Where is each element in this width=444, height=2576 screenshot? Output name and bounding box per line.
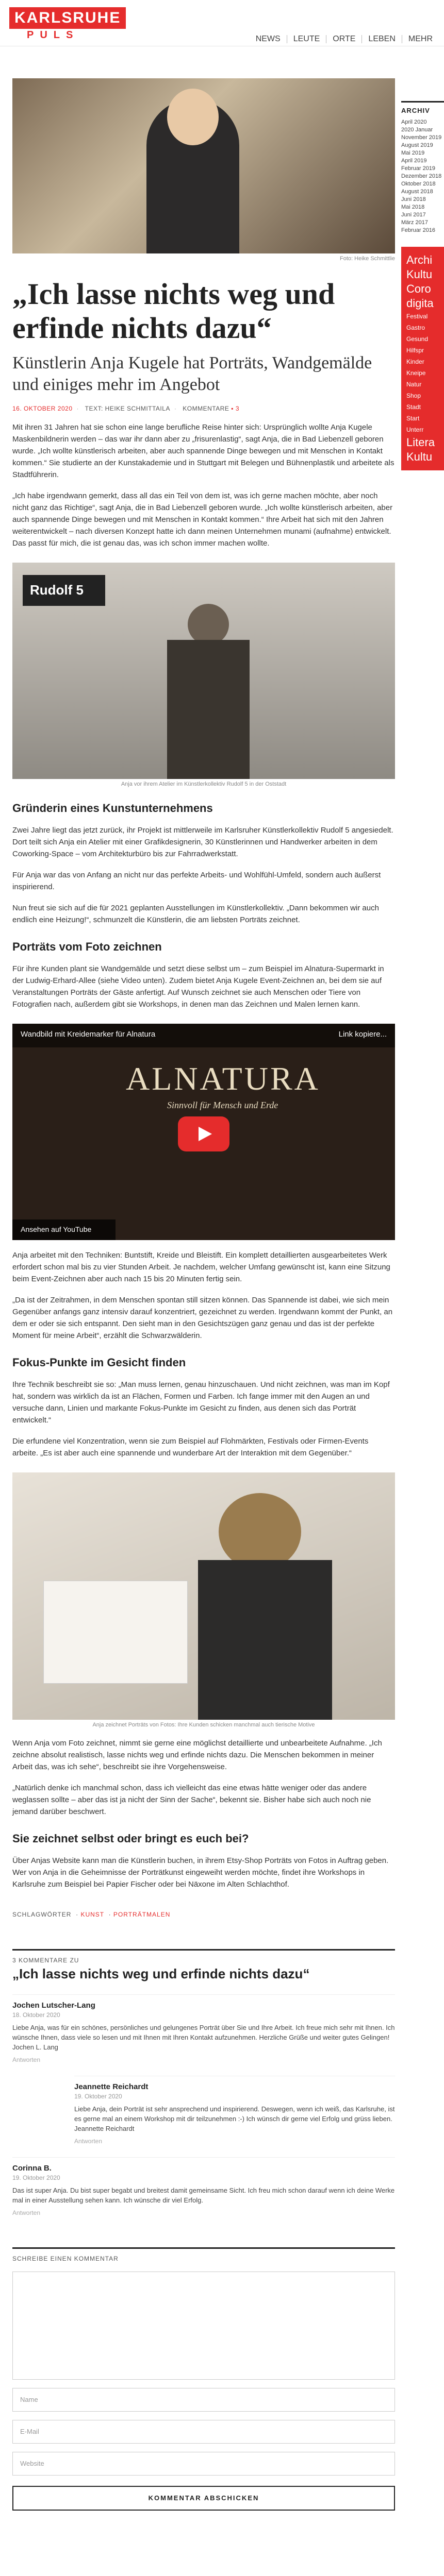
archive-item[interactable]: April 2020	[401, 119, 427, 125]
archive-item[interactable]: August 2019	[401, 142, 433, 148]
comment-form-heading: SCHREIBE EINEN KOMMENTAR	[12, 2247, 395, 2262]
archive-item[interactable]: März 2017	[401, 219, 428, 226]
category-item[interactable]: Stadt	[406, 403, 421, 411]
site-header	[0, 0, 444, 46]
submit-comment-button[interactable]: KOMMENTAR ABSCHICKEN	[12, 2486, 395, 2511]
paragraph-12: „Natürlich denke ich manchmal schon, dass ich vielleicht das eine etwas hätte weniger oder das andere weglassen sollte – aber das ist ja nicht der Sinn der Sache“, bekennt sie. Bisher habe sich auch noch nie jemand darüber beschwert.	[12, 1784, 371, 1816]
atelier-caption: Anja vor ihrem Atelier im Künstlerkollektiv Rudolf 5 in der Oststadt	[121, 781, 287, 787]
comments-count[interactable]: 3	[235, 405, 240, 412]
paragraph-13: Über Anjas Website kann man die Künstlerin buchen, in ihrem Etsy-Shop Porträts von Fotos in Auftrag geben. Wer von Anja in die Geheimnisse der Porträtkunst eingeweiht werden möchte, findet ihre Workshops in Karlsruhe zum Beispiel bei Papier Fischer oder bei Näxone im Alten Schlachthof.	[12, 1856, 389, 1889]
nav-orte[interactable]: ORTE	[326, 35, 361, 43]
paragraph-8: „Da ist der Zeitrahmen, in dem Menschen spontan still sitzen können. Das Spannende ist dabei, wie sich mein Gegenüber anfangs ganz intensiv darauf konzentriert, gezeichnet zu werden. Irgendwann kommt der Punkt, an dem er oder sie sich entspannt. Den sieht man in den Gesichtszügen ganz genau und das ist der perfekte Moment für meine Arbeit“, erzählt die Schwarzwälderin.	[12, 1296, 393, 1340]
comment-text: Liebe Anja, dein Porträt ist sehr ansprechend und inspirierend. Deswegen, wenn ich weiß, das Karlsruhe, ist es gerne mal an einem Workshop mit dir teilzunehmen :-) Ich wünsch dir gerne viel Erfolg und grüss lieben. Jeannette Reichardt	[74, 2105, 395, 2132]
person-face	[167, 89, 219, 145]
person-hair	[219, 1493, 301, 1570]
nav-leute[interactable]: LEUTE	[287, 35, 326, 43]
drawing-image	[12, 1472, 395, 1720]
play-icon[interactable]	[178, 1116, 229, 1151]
comments-count-label: 3 KOMMENTARE ZU	[12, 1949, 395, 1964]
comment-icon: ▪	[231, 405, 234, 412]
tag-portraet[interactable]: PORTRÄTMALEN	[113, 1911, 171, 1918]
heading-founder: Gründerin eines Kunstunternehmens	[12, 802, 213, 815]
archive-heading: ARCHIV	[401, 101, 444, 114]
archive-item[interactable]: April 2019	[401, 158, 427, 164]
category-item[interactable]: Gesund	[406, 335, 429, 343]
archive-item[interactable]: Juni 2017	[401, 212, 426, 218]
category-item[interactable]: Shop	[406, 392, 421, 399]
archive-item[interactable]: August 2018	[401, 189, 433, 195]
video-brand-sub: Sinnvoll für Mensch und Erde	[167, 1100, 278, 1110]
paragraph-7: Anja arbeitet mit den Techniken: Buntstift, Kreide und Bleistift. Ein komplett detaillierten ausgearbeitetes Werk erfordert schon mal bis zu vier Stunden Arbeit. Je nachdem, welcher Umfang gewünscht ist, kann eine Sitzung beim Event-Zeichnen aber auch nach 15 bis 20 Minuten fertig sein.	[12, 1251, 390, 1283]
category-item[interactable]: Archi	[406, 253, 433, 266]
drawing-paper	[43, 1581, 188, 1684]
paragraph-5: Nun freut sie sich auf die für 2021 geplanten Ausstellungen im Künstlerkollektiv. „Dann bekommen wir auch endlich eine Heizung!“, schmunzelt die Künstlerin, die am liebsten Porträts zeichnet.	[12, 904, 379, 924]
category-item[interactable]: Gastro	[406, 324, 425, 331]
hero-caption: Foto: Heike Schmittlie	[340, 256, 395, 262]
nav-news[interactable]: NEWS	[255, 35, 281, 43]
heading-focus: Fokus-Punkte im Gesicht finden	[12, 1356, 186, 1369]
category-item[interactable]: Natur	[406, 381, 422, 388]
video-title[interactable]: Wandbild mit Kreidemarker für Alnatura	[21, 1030, 156, 1039]
paragraph-9: Ihre Technik beschreibt sie so: „Man muss lernen, genau hinzuschauen. Und nicht zeichnen, was man im Kopf hat, sondern was wirklich da ist an Flächen, Formen und Farben. Ich fange immer mit den Augen an und versuche dann, Linien und markante Fokus-Punkte im Gesicht zu finden, aus denen sich das Porträt entwickelt.“	[12, 1380, 390, 1425]
archive-item[interactable]: Mai 2018	[401, 204, 425, 210]
rudolf-sign: Rudolf 5	[23, 575, 105, 606]
logo-bottom: PULS	[27, 29, 79, 41]
category-item[interactable]: digita	[406, 297, 434, 310]
paragraph-3: Zwei Jahre liegt das jetzt zurück, ihr Projekt ist mittlerweile im Karlsruher Künstlerkollektiv Rudolf 5 angesiedelt. Dort teilt sich Anja ein Atelier mit einer Grafikdesignerin, 30 Künstlerinnen und Handwerker arbeiten in dem Coworking-Space – vom Architekturbüro bis zur Fahrradwerkstatt.	[12, 826, 393, 858]
video-brand: ALNATURA	[126, 1060, 320, 1097]
archive-list	[401, 118, 444, 234]
category-item[interactable]: Unterr	[406, 426, 424, 433]
comment	[12, 2157, 395, 2216]
category-item[interactable]: Kultu	[406, 268, 433, 281]
paragraph-4: Für Anja war das von Anfang an nicht nur das perfekte Arbeits- und Wohlfühl-Umfeld, sondern auch äußerst inspirierend.	[12, 871, 381, 891]
name-field[interactable]: Name	[12, 2388, 395, 2412]
archive-item[interactable]: Dezember 2018	[401, 173, 442, 179]
paragraph-11: Wenn Anja vom Foto zeichnet, nimmt sie gerne eine möglichst detaillierte und unbearbeitete Aufnahme. „Ich zeichne absolut realistisch, lasse nichts weg und erfinde nichts dazu. Die Menschen bekommen in meiner Arbeit das, was ich sehe“, beschreibt sie ihre Vorgehensweise.	[12, 1739, 382, 1771]
main-nav	[250, 35, 439, 43]
video-copy-link[interactable]: Link kopiere...	[338, 1030, 387, 1039]
site-logo[interactable]	[9, 7, 121, 41]
article-main	[12, 78, 395, 2511]
comment-author: Jeannette Reichardt	[74, 2082, 149, 2091]
article-author: TEXT: HEIKE SCHMITTAILA	[85, 405, 170, 412]
hero-image	[12, 78, 395, 253]
article-subtitle: Künstlerin Anja Kugele hat Porträts, Wandgemälde und einiges mehr im Angebot	[12, 353, 372, 394]
tags-label: SCHLAGWÖRTER	[12, 1911, 72, 1918]
youtube-link[interactable]: Ansehen auf YouTube	[12, 1219, 116, 1240]
comment-date: 18. Oktober 2020	[12, 2011, 60, 2019]
sidebar	[401, 101, 444, 470]
archive-item[interactable]: Oktober 2018	[401, 181, 436, 187]
email-field[interactable]: E-Mail	[12, 2420, 395, 2444]
archive-item[interactable]: Februar 2019	[401, 165, 436, 172]
archive-item[interactable]: Mai 2019	[401, 150, 425, 156]
archive-item[interactable]: 2020 Januar	[401, 127, 433, 133]
nav-leben[interactable]: LEBEN	[361, 35, 401, 43]
comment-text: Das ist super Anja. Du bist super begabt und breitest damit gemeinsame Sicht. Ich freu mich schon darauf wenn ich deine Werke mal in einer Ausstellung sehen kann. Ich wünsche dir viel Erfolg.	[12, 2187, 395, 2204]
video-topbar	[12, 1024, 395, 1047]
comment-textarea[interactable]	[12, 2272, 395, 2380]
comment-date: 19. Oktober 2020	[74, 2093, 122, 2100]
article-date: 16. OKTOBER 2020	[12, 405, 73, 412]
website-field[interactable]: Website	[12, 2452, 395, 2476]
tag-kunst[interactable]: KUNST	[80, 1911, 104, 1918]
person-body	[167, 640, 250, 779]
article-title: „Ich lasse nichts weg und erfinde nichts dazu“	[12, 277, 335, 345]
archive-item[interactable]: November 2019	[401, 134, 442, 141]
category-item[interactable]: Litera	[406, 436, 435, 449]
logo-top: KARLSRUHE	[9, 7, 126, 29]
nav-mehr[interactable]: MEHR	[402, 35, 439, 43]
category-item[interactable]: Kultu	[406, 450, 433, 463]
heading-order: Sie zeichnet selbst oder bringt es euch bei?	[12, 1832, 249, 1845]
category-item[interactable]: Hilfspr	[406, 347, 424, 354]
person-body	[198, 1560, 332, 1720]
archive-item[interactable]: Juni 2018	[401, 196, 426, 202]
person-head	[188, 604, 229, 645]
reply-link[interactable]: Antworten	[12, 2056, 41, 2063]
reply-link[interactable]: Antworten	[74, 2138, 103, 2145]
reply-link[interactable]: Antworten	[12, 2209, 41, 2216]
paragraph-intro: Mit ihren 31 Jahren hat sie schon eine lange berufliche Reise hinter sich: Ursprünglich wollte Anja Kugele Maskenbildnerin werden – das war ihr dann aber zu „frisurenlastig“, sagt Anja, die in Bad Liebenzell geboren wurde. „Ich wollte künstlerisch arbeiten, aber auch spannende Dinge bewegen und mit Menschen in Kontakt kommen.“ Sie studierte an der Kunstakademie und in Stuttgart mit Belegen und Bühnenplastik und arbeitete als Stadtführerin.	[12, 423, 394, 479]
category-item[interactable]: Coro	[406, 282, 431, 295]
comment	[12, 1994, 395, 2063]
paragraph-10: Die erfundene viel Konzentration, wenn sie zum Beispiel auf Flohmärkten, Festivals oder Firmen-Events arbeite. „Es ist aber auch eine spannende und wunderbare Art der Interaktion mit dem Gegenüber.“	[12, 1437, 369, 1458]
comment-date: 19. Oktober 2020	[12, 2174, 60, 2181]
comments-title: „Ich lasse nichts weg und erfinde nichts dazu“	[12, 1966, 310, 1981]
category-item[interactable]: Festival	[406, 313, 428, 320]
article-meta: 16. OKTOBER 2020 · TEXT: HEIKE SCHMITTAILA · KOMMENTARE ▪ 3	[12, 405, 240, 412]
paragraph-6: Für ihre Kunden plant sie Wandgemälde und setzt diese selbst um – zum Beispiel im Alnatura-Supermarkt in der Ludwig-Erhard-Allee (siehe Video unten). Zudem bietet Anja Kugele Event-Zeichnen an, bei dem sie auf Veranstaltungen Porträts der Gäste anfertigt. Auf Wunsch zeichnet sie auch Menschen oder Tiere von Fotografien nach, außerdem gibt sie Workshops, in denen man das Zeichnen und Malen lernen kann.	[12, 964, 384, 1009]
heading-portraits: Porträts vom Foto zeichnen	[12, 940, 162, 953]
drawing-caption: Anja zeichnet Porträts von Fotos: Ihre Kunden schicken manchmal auch tierische Motive	[92, 1722, 315, 1728]
category-box	[401, 247, 444, 470]
comment-author: Jochen Lutscher-Lang	[12, 2001, 95, 2010]
comment	[74, 2076, 395, 2145]
archive-item[interactable]: Februar 2016	[401, 227, 436, 233]
category-item[interactable]: Kneipe	[406, 369, 426, 377]
paragraph-2: „Ich habe irgendwann gemerkt, dass all das ein Teil von dem ist, was ich gerne machen möchte, aber noch nicht ganz das Richtige“, sagt Anja, die in Bad Liebenzell geboren wurde. „Ich wollte künstlerisch arbeiten, aber auch spannende Dinge bewegen und mit Menschen in Kontakt kommen.“ Ihre Arbeit hat sich mit den Jahren weiterentwickelt – nach diversen Konzept hatte ich dann meinen Unternehmen munami (aufnahme) entwickelt. Das passt für mich, die ist genau das, was ich schon immer machen wollte.	[12, 492, 393, 548]
comment-author: Corinna B.	[12, 2164, 52, 2173]
comments-link-label[interactable]: KOMMENTARE	[183, 405, 229, 412]
comment-text: Liebe Anja, was für ein schönes, persönliches und gelungenes Porträt über Sie und Ihre Arbeit. Ich freue mich sehr mit Ihnen. Ich wünsche Ihnen, dass viele so lesen und mit Ihnen mit Ihren Kontakt aufzunehmen. Herzliche Grüße und weiter gutes Gelingen! Jochen L. Lang	[12, 2024, 395, 2051]
category-item[interactable]: Kinder	[406, 358, 424, 365]
atelier-image	[12, 563, 395, 779]
video-embed[interactable]	[12, 1024, 395, 1240]
category-item[interactable]: Start	[406, 415, 420, 422]
tags-row: SCHLAGWÖRTER · KUNST · PORTRÄTMALEN	[12, 1911, 171, 1918]
